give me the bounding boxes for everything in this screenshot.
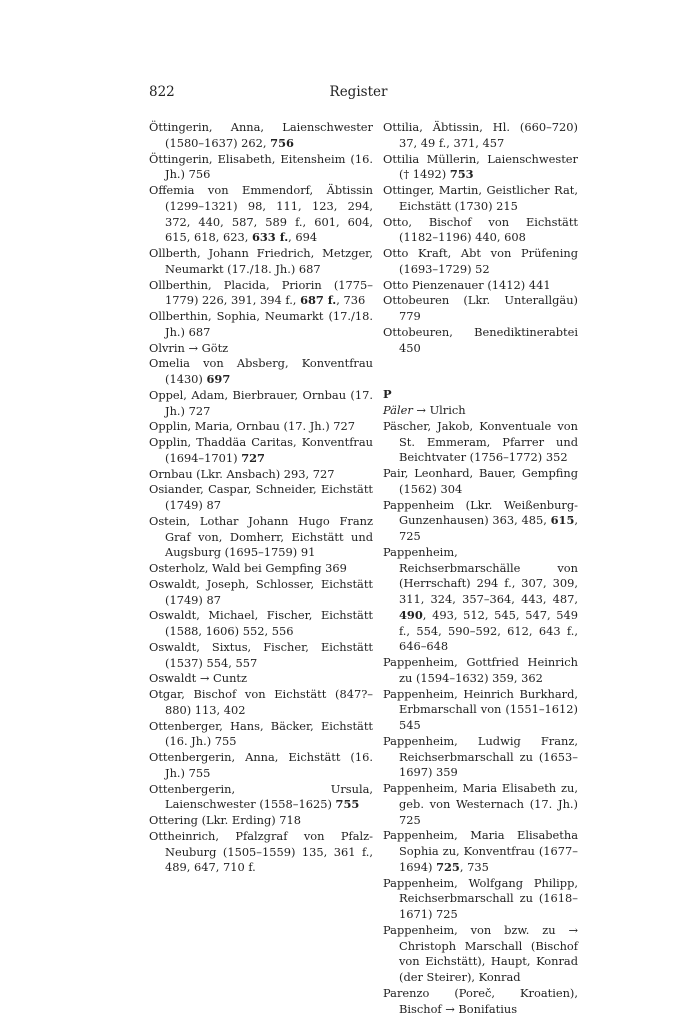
- index-section-o: [383, 120, 578, 356]
- index-entry: Ottenbergerin, Anna, Eichstätt (16. Jh.) 755: [149, 750, 373, 780]
- index-entry: Osiander, Caspar, Schneider, Eichstätt (1749) 87: [149, 482, 373, 512]
- index-entry: Ottenbergerin, Ursula, Laienschwester (1558–1625) 755: [149, 781, 373, 812]
- index-entry: Otto, Bischof von Eichstätt (1182–1196) 440, 608: [383, 214, 578, 245]
- index-entry: Omelia von Absberg, Konventfrau (1430) 697: [149, 356, 373, 386]
- index-entry: Pappenheim (Lkr. Weißenburg-Gunzenhausen) 363, 485, 615, 725: [383, 497, 578, 543]
- index-entry: Otgar, Bischof von Eichstätt (847?–880) 113, 402: [149, 687, 373, 717]
- index-entry: Päler → Ulrich: [383, 403, 466, 417]
- index-entry: Oswaldt, Joseph, Schlosser, Eichstätt (1749) 87: [149, 576, 373, 607]
- index-entry: Pappenheim, Maria Elisabeth zu, geb. von Westernach (17. Jh.) 725: [383, 781, 578, 827]
- index-entry: Ostein, Lothar Johann Hugo Franz Graf von, Domherr, Eichstätt und Augsburg (1695–1759) 91: [149, 513, 373, 560]
- index-entry: Oswaldt, Michael, Fischer, Eichstätt (1588, 1606) 552, 556: [149, 608, 373, 638]
- index-entry: Otto Kraft, Abt von Prüfening (1693–1729) 52: [383, 246, 578, 276]
- index-entry: Ottinger, Martin, Geistlicher Rat, Eichstätt (1730) 215: [383, 183, 578, 213]
- index-entry: Ottenberger, Hans, Bäcker, Eichstätt (16. Jh.) 755: [149, 718, 373, 749]
- index-entry: Opplin, Thaddäa Caritas, Konventfrau (1694–1701) 727: [149, 435, 373, 465]
- index-entry: Pappenheim, Maria Elisabetha Sophia zu, Konventfrau (1677–1694) 725, 735: [383, 828, 578, 874]
- index-entry: Ottilia, Äbtissin, Hl. (660–720) 37, 49 f., 371, 457: [383, 120, 578, 150]
- index-column-left: [149, 120, 373, 876]
- page-number: 822: [149, 84, 175, 100]
- index-entry: Öttingerin, Elisabeth, Eitensheim (16. Jh.) 756: [149, 151, 373, 182]
- index-entry: Opplin, Maria, Ornbau (17. Jh.) 727: [149, 419, 356, 434]
- index-entry: Pappenheim, Gottfried Heinrich zu (1594–1632) 359, 362: [383, 655, 578, 685]
- index-entry: Ollberthin, Placida, Priorin (1775–1779) 226, 391, 394 f., 687 f., 736: [149, 277, 373, 308]
- index-entry: Oswaldt, Sixtus, Fischer, Eichstätt (1537) 554, 557: [149, 639, 373, 670]
- index-entry: Oppel, Adam, Bierbrauer, Ornbau (17. Jh.) 727: [149, 387, 373, 418]
- index-entry: Parenzo (Poreč, Kroatien), Bischof → Bonifatius: [383, 985, 578, 1016]
- index-entry: Pappenheim, von bzw. zu → Christoph Marschall (Bischof von Eichstätt), Haupt, Konrad (der Steirer), Konrad: [383, 922, 578, 984]
- page-header: [149, 84, 568, 102]
- index-entry: Öttingerin, Anna, Laienschwester (1580–1637) 262, 756: [149, 120, 373, 150]
- index-entry: Ottobeuren (Lkr. Unterallgäu) 779: [383, 293, 578, 323]
- section-letter: P: [383, 387, 392, 402]
- index-entry: Pappenheim, Ludwig Franz, Reichserbmarschall zu (1653–1697) 359: [383, 733, 578, 780]
- index-column-right: [383, 120, 578, 1017]
- running-head: Register: [329, 84, 388, 100]
- index-entry: Otto Pienzenauer (1412) 441: [383, 277, 551, 292]
- index-entry: Pappenheim, Wolfgang Philipp, Reichserbmarschall zu (1618–1671) 725: [383, 875, 578, 921]
- index-section-p: [383, 403, 578, 1017]
- index-entry: Ollberthin, Sophia, Neumarkt (17./18. Jh.) 687: [149, 309, 373, 339]
- index-entry: Päscher, Jakob, Konventuale von St. Emmeram, Pfarrer und Beichtvater (1756–1772) 352: [383, 418, 578, 465]
- index-entry: Pair, Leonhard, Bauer, Gempfing (1562) 304: [383, 466, 578, 496]
- index-entry: Pappenheim, Reichserbmarschälle von (Herrschaft) 294 f., 307, 309, 311, 324, 357–364, 443, 487, 490, 493, 512, 545, 547, 549 f., 554, 590–592, 612, 643 f., 646–648: [383, 544, 578, 654]
- index-entry: Oswaldt → Cuntz: [149, 671, 247, 686]
- index-entry: Ollberth, Johann Friedrich, Metzger, Neumarkt (17./18. Jh.) 687: [149, 246, 373, 276]
- index-entry: Offemia von Emmendorf, Äbtissin (1299–1321) 98, 111, 123, 294, 372, 440, 587, 589 f., 601, 604, 615, 618, 623, 633 f., 694: [149, 183, 373, 245]
- index-entry: Osterholz, Wald bei Gempfing 369: [149, 561, 347, 575]
- index-entry: Ottheinrich, Pfalzgraf von Pfalz-Neuburg (1505–1559) 135, 361 f., 489, 647, 710 f.: [149, 828, 373, 875]
- index-entry: Ornbau (Lkr. Ansbach) 293, 727: [149, 466, 335, 481]
- index-entry: Ottilia Müllerin, Laienschwester († 1492) 753: [383, 151, 578, 182]
- index-entry: Pappenheim, Heinrich Burkhard, Erbmarschall von (1551–1612) 545: [383, 686, 578, 732]
- index-entry: Olvrin → Götz: [149, 340, 229, 355]
- index-entry: Ottobeuren, Benediktinerabtei 450: [383, 324, 578, 355]
- index-entry: Ottering (Lkr. Erding) 718: [149, 813, 302, 827]
